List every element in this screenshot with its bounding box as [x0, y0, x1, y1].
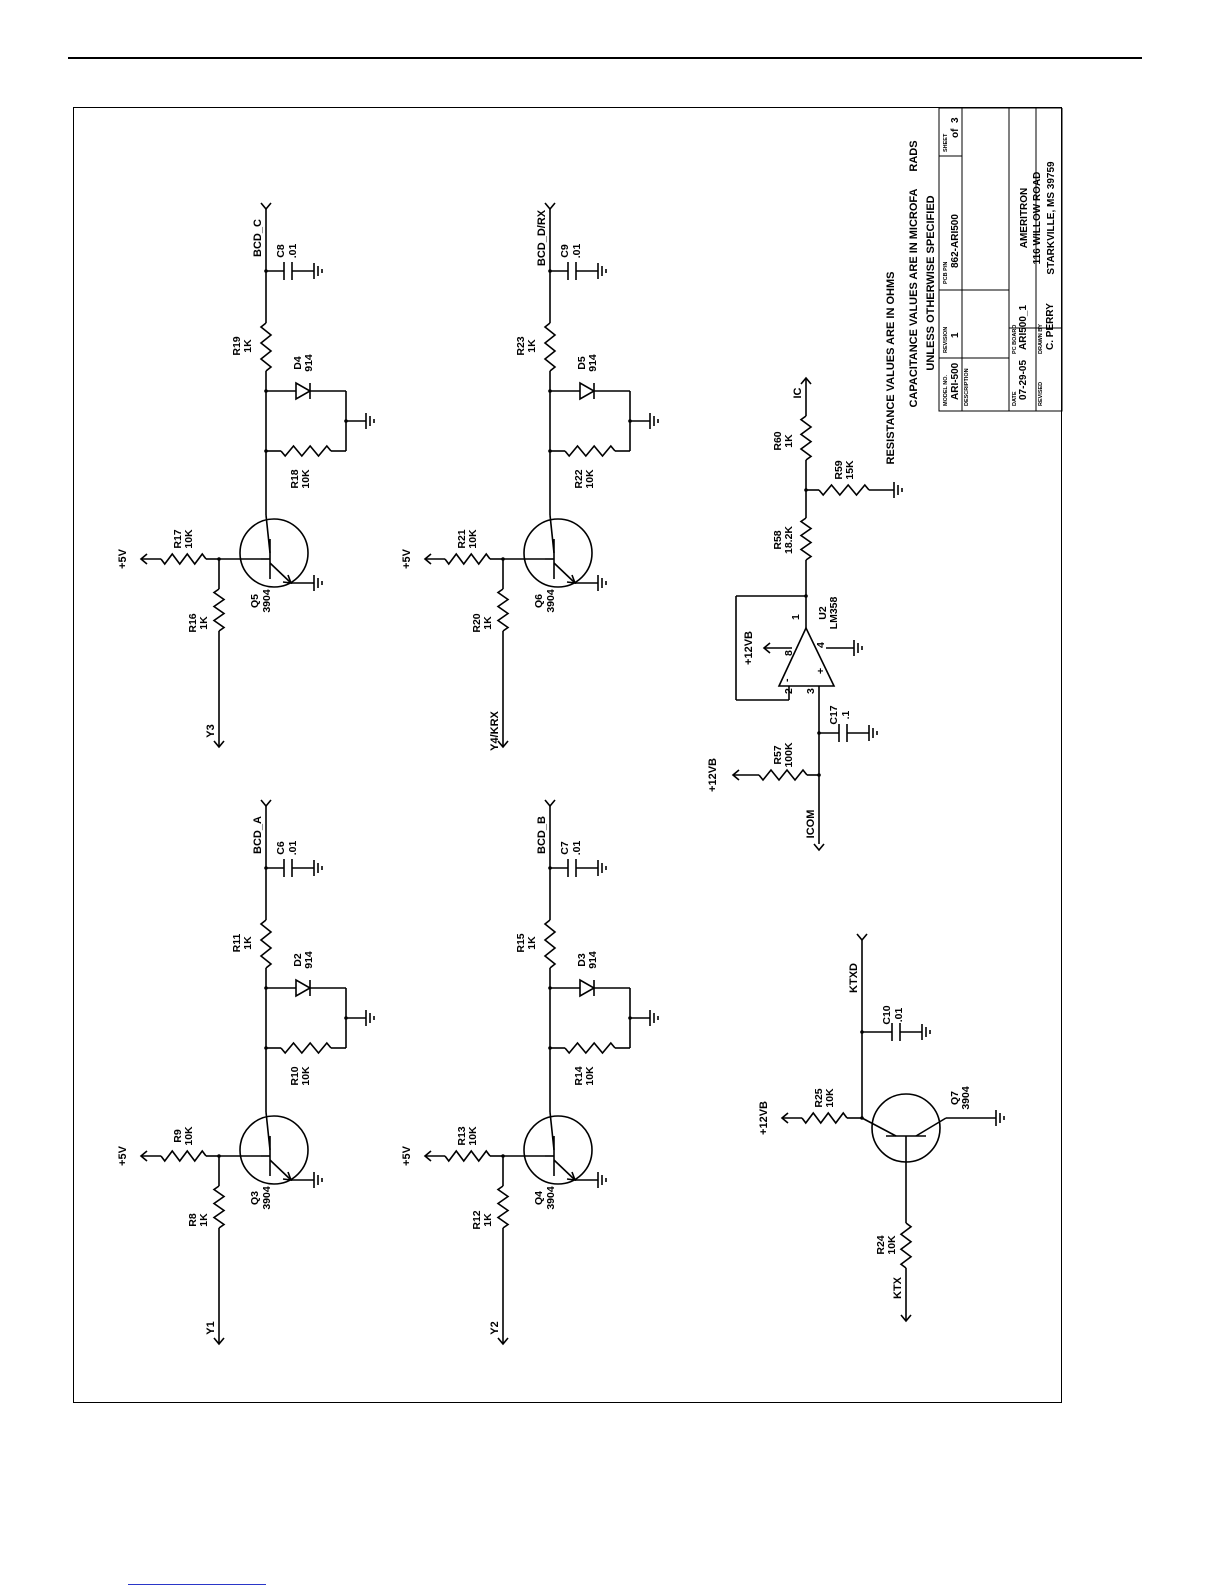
- transistor-stage: [117, 800, 374, 1344]
- npn-transistor-icon: [524, 519, 592, 587]
- pullup-resistor-value: 10K: [467, 529, 479, 549]
- ktx-stage: [758, 934, 1004, 1321]
- c17-capacitor-icon: [839, 724, 847, 742]
- diode-value: 914: [303, 951, 315, 969]
- output-resistor-ref: R15: [515, 933, 527, 953]
- pc-board-caption: PC BOARD: [1012, 324, 1018, 354]
- r57-resistor: [759, 770, 807, 780]
- capacitor-ref: C9: [559, 244, 571, 258]
- ground-icon: [366, 1010, 374, 1026]
- pullup-resistor-value: 10K: [467, 1126, 479, 1146]
- diode-ref: D2: [292, 953, 304, 967]
- output-resistor: [261, 323, 271, 371]
- description-caption: DESCRIPTION: [964, 368, 970, 406]
- ktx-stage-group: [758, 934, 1004, 1321]
- supply-net-label: +5V: [401, 549, 413, 569]
- net-port-icon: [545, 800, 555, 806]
- pin-4-label: 4: [815, 642, 827, 648]
- capacitor-ref: C7: [559, 841, 571, 855]
- net-port-icon: [261, 800, 271, 806]
- npn-transistor-icon: [524, 1116, 592, 1184]
- ground-icon: [314, 1172, 322, 1188]
- diode-value: 914: [587, 354, 599, 372]
- input-resistor: [498, 1186, 508, 1228]
- ground-icon: [598, 575, 606, 591]
- diode-icon: [580, 383, 594, 399]
- ground-icon: [314, 860, 322, 876]
- net-port-icon: [545, 203, 555, 209]
- input-resistor: [901, 1223, 911, 1268]
- output-net-label: KTXD: [848, 963, 860, 993]
- capacitor-value: .01: [893, 1007, 905, 1023]
- r59-resistor: [819, 485, 869, 495]
- output-resistor: [545, 323, 555, 371]
- filter-capacitor-icon: [892, 1023, 900, 1041]
- input-resistor-value: 1K: [482, 616, 494, 630]
- supply-net-label: +5V: [117, 1146, 129, 1166]
- capacitor-value: .01: [287, 243, 299, 259]
- r58-value: 18.2K: [783, 525, 795, 555]
- output-resistor: [261, 920, 271, 968]
- emitter-lead: [270, 1160, 291, 1180]
- output-resistor-ref: R19: [231, 336, 243, 356]
- ground-icon: [922, 1024, 930, 1040]
- ground-icon: [598, 263, 606, 279]
- pin-8-label: 8: [783, 650, 795, 656]
- pulldown-resistor-value: 10K: [300, 469, 312, 489]
- company-name: AMERITRON: [1019, 187, 1030, 249]
- ground-icon: [894, 482, 902, 498]
- input-net-label: KTX: [892, 1277, 904, 1299]
- model-no: ARI-500: [950, 362, 961, 400]
- wire: [550, 515, 554, 553]
- diode-ref: D4: [292, 356, 304, 370]
- input-net-label: ICOM: [805, 809, 817, 839]
- revised-caption: REVISED: [1038, 381, 1044, 406]
- pulldown-resistor-ref: R10: [289, 1066, 301, 1086]
- r59-value: 15K: [844, 460, 856, 480]
- pulldown-resistor-value: 10K: [300, 1066, 312, 1086]
- sheet-number: 3: [950, 117, 961, 123]
- revision-caption: REVISION: [943, 326, 949, 353]
- pullup-resistor-ref: R21: [456, 529, 468, 549]
- pcb-pn: 862-ARI500: [950, 214, 961, 268]
- output-net-label: BCD_B: [536, 816, 548, 854]
- company-address-2: STARKVILLE, MS 39759: [1046, 161, 1057, 275]
- ground-icon: [598, 860, 606, 876]
- opamp-stage-group: [707, 378, 902, 850]
- pin-3-label: 3: [805, 688, 817, 694]
- collector-lead: [862, 1118, 896, 1136]
- r60-resistor: [801, 416, 811, 460]
- r60-ref: R60: [772, 431, 784, 451]
- supply-net-label: +5V: [401, 1146, 413, 1166]
- r58-ref: R58: [772, 530, 784, 550]
- input-net-label: Y4/KRX: [489, 711, 501, 751]
- schematic-diagram: [74, 108, 1063, 1404]
- filter-capacitor-icon: [284, 859, 292, 877]
- r59-ref: R59: [833, 460, 845, 480]
- input-resistor: [498, 589, 508, 631]
- sheet-of: of: [950, 128, 961, 138]
- general-notes: [885, 140, 937, 464]
- pullup-resistor: [161, 554, 206, 564]
- note-line-3: UNLESS OTHERWISE SPECIFIED: [925, 195, 937, 371]
- pulldown-resistor: [565, 446, 615, 456]
- filter-capacitor-icon: [568, 262, 576, 280]
- supply-net-label: +12VB: [758, 1101, 770, 1135]
- pc-board: ARI500_1: [1018, 304, 1029, 350]
- pulldown-resistor-ref: R14: [573, 1066, 585, 1086]
- npn-transistor-icon: [240, 519, 308, 587]
- input-resistor-ref: R12: [471, 1210, 483, 1230]
- capacitor-ref: C10: [881, 1005, 893, 1025]
- pullup-resistor: [445, 1151, 490, 1161]
- opamp-stage: [707, 378, 902, 850]
- output-resistor-value: 1K: [526, 936, 538, 950]
- ground-icon: [598, 1172, 606, 1188]
- pullup-resistor-value: 10K: [183, 1126, 195, 1146]
- input-resistor-ref: R20: [471, 613, 483, 633]
- pullup-resistor-value: 10K: [183, 529, 195, 549]
- pullup-resistor: [802, 1113, 847, 1123]
- transistor-ref: Q3: [249, 1190, 261, 1206]
- date-caption: DATE: [1012, 391, 1018, 406]
- net-port-icon: [261, 203, 271, 209]
- output-resistor-value: 1K: [242, 936, 254, 950]
- output-resistor-ref: R23: [515, 336, 527, 356]
- transistor-stage: [401, 203, 658, 751]
- u2-value: LM358: [828, 596, 840, 630]
- filter-capacitor-icon: [568, 859, 576, 877]
- model-no-caption: MODEL NO.: [943, 374, 949, 406]
- filter-capacitor-icon: [284, 262, 292, 280]
- pulldown-resistor-ref: R18: [289, 469, 301, 489]
- page-top-rule: [68, 57, 1142, 59]
- output-net-label: BCD_D/RX: [536, 209, 548, 267]
- ground-icon: [996, 1110, 1004, 1126]
- wire: [550, 1112, 554, 1150]
- transistor-stages: [117, 203, 658, 1344]
- diode-icon: [296, 383, 310, 399]
- transistor-value: 3904: [960, 1086, 972, 1110]
- drawn-by: C. PERRY: [1045, 303, 1056, 350]
- pulldown-resistor-value: 10K: [584, 1066, 596, 1086]
- pulldown-resistor: [281, 446, 331, 456]
- r57-value: 100K: [783, 742, 795, 768]
- drawn-by-caption: DRAWN BY: [1038, 324, 1044, 354]
- transistor-ref: Q6: [533, 593, 545, 609]
- input-resistor-value: 1K: [198, 1213, 210, 1227]
- pullup-resistor: [161, 1151, 206, 1161]
- emitter-lead: [554, 1160, 575, 1180]
- note-line-2: CAPACITANCE VALUES ARE IN MICROFA: [908, 188, 920, 408]
- u2-ref: U2: [817, 606, 829, 620]
- input-resistor-value: 10K: [886, 1235, 898, 1255]
- diode-value: 914: [587, 951, 599, 969]
- pullup-resistor-ref: R17: [172, 529, 184, 549]
- pin-2-label: 2: [783, 688, 795, 694]
- plus-sign: +: [815, 667, 827, 674]
- company-address-1: 116 WILLOW ROAD: [1032, 171, 1043, 265]
- transistor-ref: Q4: [533, 1190, 545, 1206]
- pin-1-label: 1: [790, 614, 802, 620]
- pulldown-resistor: [281, 1043, 331, 1053]
- diode-icon: [580, 980, 594, 996]
- input-net-label: Y3: [205, 724, 217, 738]
- output-net-label: BCD_A: [252, 816, 264, 854]
- emitter-lead: [916, 1118, 946, 1136]
- transistor-ref: Q7: [949, 1090, 961, 1106]
- wire: [266, 515, 270, 553]
- sheet-caption: SHEET: [943, 133, 949, 152]
- input-net-label: Y1: [205, 1321, 217, 1335]
- transistor-stage: [117, 203, 374, 747]
- input-net-label: Y2: [489, 1321, 501, 1335]
- transistor-ref: Q5: [249, 593, 261, 609]
- supply-net-label: +5V: [117, 549, 129, 569]
- c17-ref: C17: [828, 705, 840, 725]
- ground-icon: [314, 263, 322, 279]
- schematic-sheet: [73, 107, 1062, 1403]
- net-arrow-icon: [814, 844, 824, 850]
- output-resistor: [545, 920, 555, 968]
- npn-transistor-icon: [240, 1116, 308, 1184]
- capacitor-ref: C6: [275, 841, 287, 855]
- capacitor-value: .01: [571, 840, 583, 856]
- title-block: [939, 108, 1062, 411]
- input-resistor: [214, 1186, 224, 1228]
- ground-icon: [650, 1010, 658, 1026]
- input-resistor-value: 1K: [482, 1213, 494, 1227]
- output-net-label: BCD_C: [252, 219, 264, 257]
- revision: 1: [950, 332, 961, 338]
- c17-value: .1: [840, 710, 852, 720]
- ground-icon: [314, 575, 322, 591]
- input-resistor-ref: R8: [187, 1213, 199, 1227]
- net-port-icon: [857, 934, 867, 940]
- output-resistor-value: 1K: [242, 339, 254, 353]
- capacitor-value: .01: [571, 243, 583, 259]
- output-resistor-ref: R11: [231, 933, 243, 953]
- transistor-stage: [401, 800, 658, 1344]
- r57-ref: R57: [772, 745, 784, 765]
- input-resistor-ref: R16: [187, 613, 199, 633]
- capacitor-value: .01: [287, 840, 299, 856]
- output-net-label: IC: [792, 387, 804, 399]
- r58-resistor: [801, 518, 811, 560]
- diode-value: 914: [303, 354, 315, 372]
- capacitor-ref: C8: [275, 244, 287, 258]
- date: 07-29-05: [1018, 359, 1029, 400]
- pcb-pn-caption: PCB P/N: [943, 261, 949, 284]
- wire: [266, 1112, 270, 1150]
- transistor-value: 3904: [545, 589, 557, 613]
- pullup-resistor-ref: R25: [813, 1088, 825, 1108]
- pullup-resistor-ref: R13: [456, 1126, 468, 1146]
- pullup-resistor-value: 10K: [824, 1088, 836, 1108]
- note-line-2-tail: RADS: [908, 140, 920, 172]
- note-line-1: RESISTANCE VALUES ARE IN OHMS: [885, 271, 897, 465]
- r60-value: 1K: [783, 434, 795, 448]
- ground-icon: [869, 725, 877, 741]
- transistor-value: 3904: [261, 1186, 273, 1210]
- diode-ref: D5: [576, 356, 588, 370]
- input-resistor-value: 1K: [198, 616, 210, 630]
- pulldown-resistor: [565, 1043, 615, 1053]
- transistor-value: 3904: [261, 589, 273, 613]
- opamp-icon: [779, 628, 834, 686]
- output-resistor-value: 1K: [526, 339, 538, 353]
- supply-net-label: +12VB: [707, 758, 719, 792]
- emitter-lead: [270, 563, 291, 583]
- pulldown-resistor-value: 10K: [584, 469, 596, 489]
- pullup-resistor: [445, 554, 490, 564]
- input-resistor: [214, 589, 224, 631]
- input-resistor-ref: R24: [875, 1235, 887, 1255]
- ground-icon: [650, 413, 658, 429]
- transistor-value: 3904: [545, 1186, 557, 1210]
- emitter-lead: [554, 563, 575, 583]
- ground-icon: [854, 640, 862, 656]
- pullup-resistor-ref: R9: [172, 1129, 184, 1143]
- ground-icon: [366, 413, 374, 429]
- opamp-supply-label: +12VB: [743, 631, 755, 665]
- minus-sign: -: [781, 678, 793, 682]
- pulldown-resistor-ref: R22: [573, 469, 585, 489]
- diode-icon: [296, 980, 310, 996]
- diode-ref: D3: [576, 953, 588, 967]
